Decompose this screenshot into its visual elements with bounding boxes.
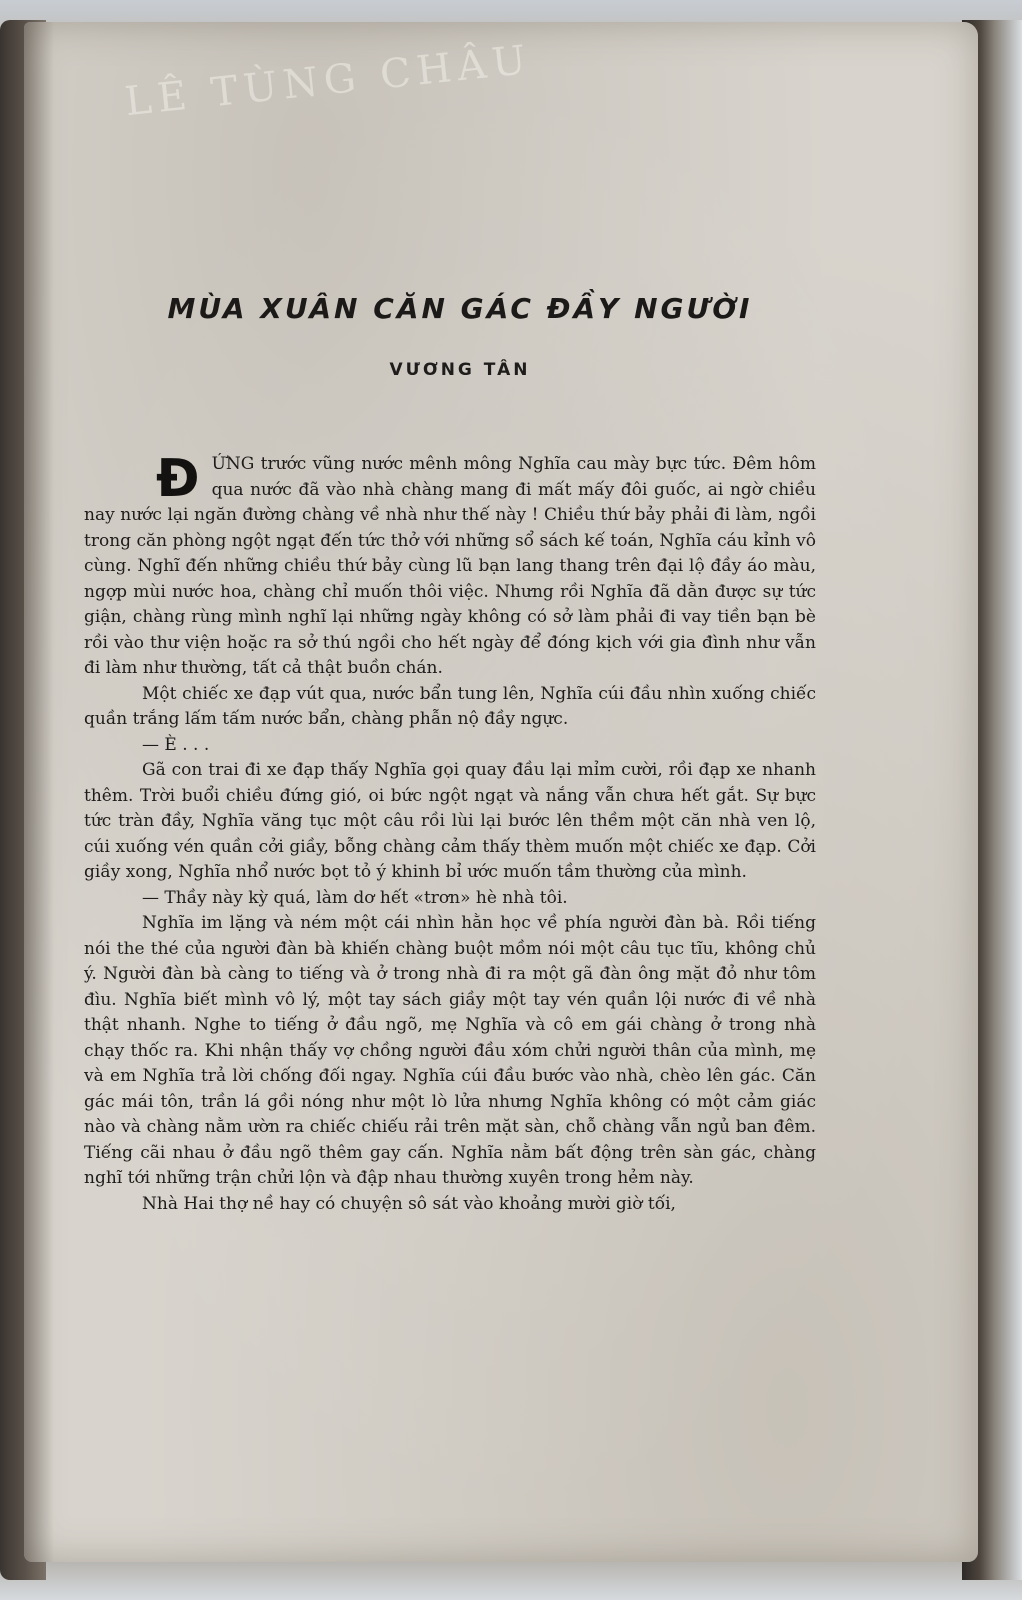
paragraph: Một chiếc xe đạp vút qua, nước bẩn tung lên, Nghĩa cúi đầu nhìn xuống chiếc quần trắng lấm tấm nước bẩn, chàng phẫn nộ đầy ngực. — [84, 683, 816, 729]
gutter-shadow — [24, 22, 54, 1562]
story-body — [84, 449, 816, 1217]
paragraph: — È . . . — [142, 734, 210, 755]
paragraph-text: ỨNG trước vũng nước mênh mông Nghĩa cau mày bực tức. Đêm hôm qua nước đã vào nhà chàng mang đi mất mấy đôi guốc, ai ngờ chiều nay nước lại ngăn đường chàng về nhà như thế này ! Chiều thứ bảy phải đi làm, ngồi trong căn phòng ngột ngạt đến tức thở với những sổ sách kế toán, Nghĩa cáu kỉnh vô cùng. Nghĩ đến những chiều thứ bảy cùng lũ bạn lang thang trên đại lộ đầy áo màu, ngợp mùi nước hoa, chàng chỉ muốn thôi việc. Nhưng rồi Nghĩa đã dằn được sự tức giận, chàng rùng mình nghĩ lại những ngày không có sở làm phải đi vay tiền bạn bè rồi vào thư viện hoặc ra sở thú ngồi cho hết ngày để đóng kịch với gia đình như vẫn đi làm như thường, tất cả thật buồn chán. — [84, 454, 816, 678]
story-author: VƯƠNG TÂN — [389, 360, 531, 380]
paragraph: Nhà Hai thợ nề hay có chuyện sô sát vào khoảng mười giờ tối, — [142, 1193, 676, 1214]
paragraph: — Thầy này kỳ quá, làm dơ hết «trơn» hè nhà tôi. — [142, 887, 568, 908]
watermark: LÊ TÙNG CHÂU — [122, 36, 534, 126]
paragraph: Gã con trai đi xe đạp thấy Nghĩa gọi quay đầu lại mỉm cười, rồi đạp xe nhanh thêm. Trời buổi chiều đứng gió, oi bức ngột ngạt và nắng vẫn chưa hết gắt. Sự bực tức tràn đầy, Nghĩa văng tục một câu rồi lùi lại bước lên thềm một căn nhà ven lộ, cúi xuống vén quần cởi giầy, bỗng chàng cảm thấy thèm muốn một chiếc xe đạp. Cởi giầy xong, Nghĩa nhổ nước bọt tỏ ý khinh bỉ ước muốn tầm thường của mình. — [84, 760, 816, 882]
paragraph — [84, 449, 816, 682]
story-title: MÙA XUÂN CĂN GÁC ĐẦY NGƯỜI — [167, 292, 753, 325]
drop-cap: Đ — [156, 449, 200, 509]
paragraph: Nghĩa im lặng và ném một cái nhìn hằn học về phía người đàn bà. Rồi tiếng nói the thé của người đàn bà khiến chàng buột mồm nói một câu tục tĩu, không chủ ý. Người đàn bà càng to tiếng và ở trong nhà đi ra một gã đàn ông mặt đỏ như tôm đìu. Nghĩa biết mình vô lý, một tay sách giầy một tay vén quần lội nước đi về nhà thật nhanh. Nghe to tiếng ở đầu ngõ, mẹ Nghĩa và cô em gái chàng ở trong nhà chạy thốc ra. Khi nhận thấy vợ chồng người đầu xóm chửi người thân của mình, mẹ và em Nghĩa trả lời chống đối ngay. Nghĩa cúi đầu bước vào nhà, chèo lên gác. Căn gác mái tôn, trần lá gồi nóng như một lò lửa nhưng Nghĩa không có một cảm giác nào và chàng nằm ườn ra chiếc chiếu rải trên mặt sàn, chỗ chàng vẫn ngủ ban đêm. Tiếng cãi nhau ở đầu ngõ thêm gay cấn. Nghĩa nằm bất động trên sàn gác, chàng nghĩ tới những trận chửi lộn và đập nhau thường xuyên trong hẻm này. — [84, 913, 816, 1188]
